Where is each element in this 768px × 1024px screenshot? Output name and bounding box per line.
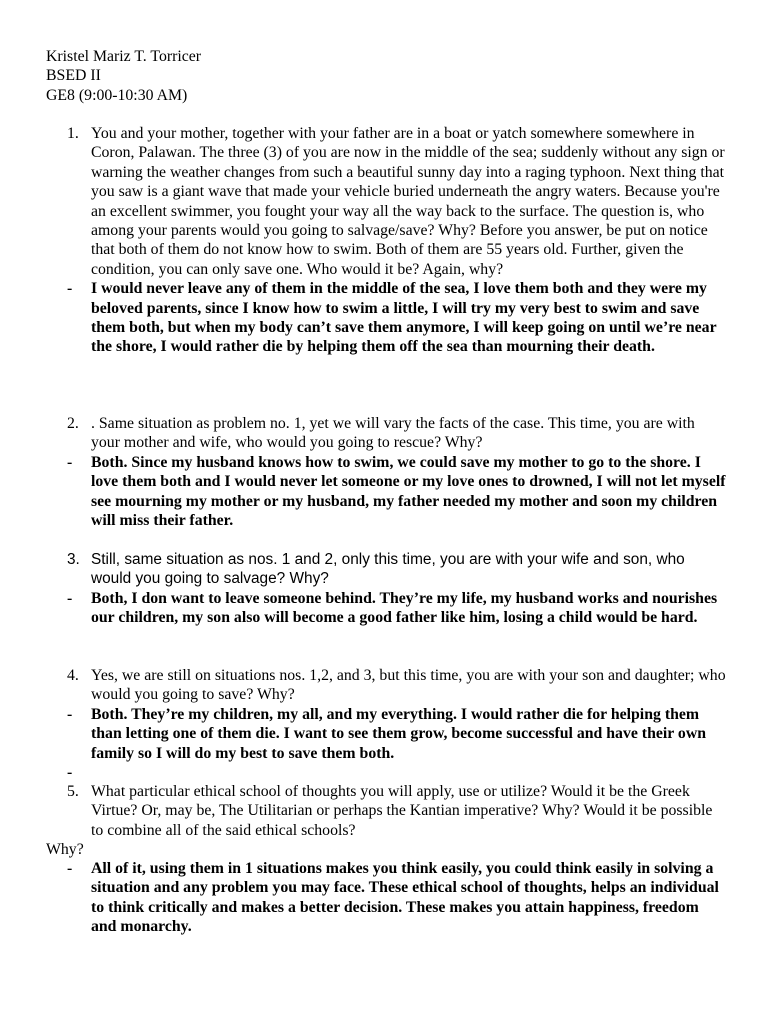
question-text: . Same situation as problem no. 1, yet we will vary the facts of the case. This time, you are with your mother and wife, who would you going to rescue? Why? [91,415,695,452]
answer [46,859,726,937]
bullet-dash: - [67,764,73,781]
bullet-dash: - [67,589,73,607]
list-item [46,124,726,357]
item-number: 5. [67,783,79,800]
list-item [46,550,726,628]
why-label: Why? [46,841,84,858]
question-text: Still, same situation as nos. 1 and 2, only this time, you are with your wife and son, who would you going to salvage? Why? [91,551,685,588]
question-text: You and your mother, together with your father are in a boat or yatch somewhere somewhere in Coron, Palawan. The three (3) of you are now in the middle of the sea; suddenly without any sign or warning the weather changes from such a beautiful sunny day into a raging typhoon. Next thing that you saw is a giant wave that made your vehicle buried underneath the angry waters. Because you're an excellent swimmer, you fought your way all the way back to the surface. The question is, who among your parents would you going to salvage/save? Why? Before you answer, be put on notice that both of them do not know how to swim. Both of them are 55 years old. Further, given the condition, you can only save one. Who would it be? Again, why? [91,125,725,278]
question [46,666,726,705]
bullet-dash: - [67,860,73,877]
bullet-dash: - [67,453,73,471]
answer [46,589,726,628]
list-item [46,414,726,530]
bullet-dash: - [67,280,73,298]
list-item [46,782,726,840]
bullet-dash: - [67,705,73,723]
question [46,414,726,453]
answer [46,453,726,531]
list-item [46,859,726,937]
list-item [46,666,726,763]
answer-text: Both, I don want to leave someone behind. They’re my life, my husband works and nourishes our children, my son also will become a good father like him, losing a child would be hard. [91,589,718,627]
item-number: 1. [67,125,79,142]
item-number: 4. [67,667,79,684]
question [46,782,726,840]
item-number: 2. [67,415,79,432]
question [46,124,726,279]
answer [46,279,726,357]
student-name: Kristel Mariz T. Torricer [46,48,202,65]
question [46,550,726,589]
answer-text: All of it, using them in 1 situations makes you think easily, you could think easily in solving a situation and any problem you may face. These ethical school of thoughts, helps an individual to think critically and makes a better decision. These makes you attain happiness, freedom and monarchy. [91,860,719,936]
question-text: What particular ethical school of thoughts you will apply, use or utilize? Would it be the Greek Virtue? Or, may be, The Utilitarian or perhaps the Kantian imperative? Why? Would it be possible to combine all of the said ethical schools? [91,783,713,839]
student-header [46,47,201,105]
answer-text: Both. Since my husband knows how to swim, we could save my mother to go to the shore. I love them both and I would never let someone or my love ones to drowned, I will not let myself see mourning my mother or my husband, my father needed my mother and soon my children will miss their father. [91,453,726,530]
class-schedule: GE8 (9:00-10:30 AM) [46,86,188,104]
student-course: BSED II [46,67,101,85]
question-text: Yes, we are still on situations nos. 1,2, and 3, but this time, you are with your son and daughter; who would you going to save? Why? [91,667,726,704]
answer-text: I would never leave any of them in the middle of the sea, I love them both and they were my beloved parents, since I know how to swim a little, I will try my very best to swim and save them both, but when my body can’t save them anymore, I will keep going on until we’re near the shore, I would rather die by helping them off the sea than mourning their death. [91,280,717,356]
item-number: 3. [67,551,80,568]
answer [46,705,726,763]
answer-text: Both. They’re my children, my all, and my everything. I would rather die for helping them than letting one of them die. I want to see them grow, become successful and have their own family so I will do my best to save them both. [91,705,707,762]
